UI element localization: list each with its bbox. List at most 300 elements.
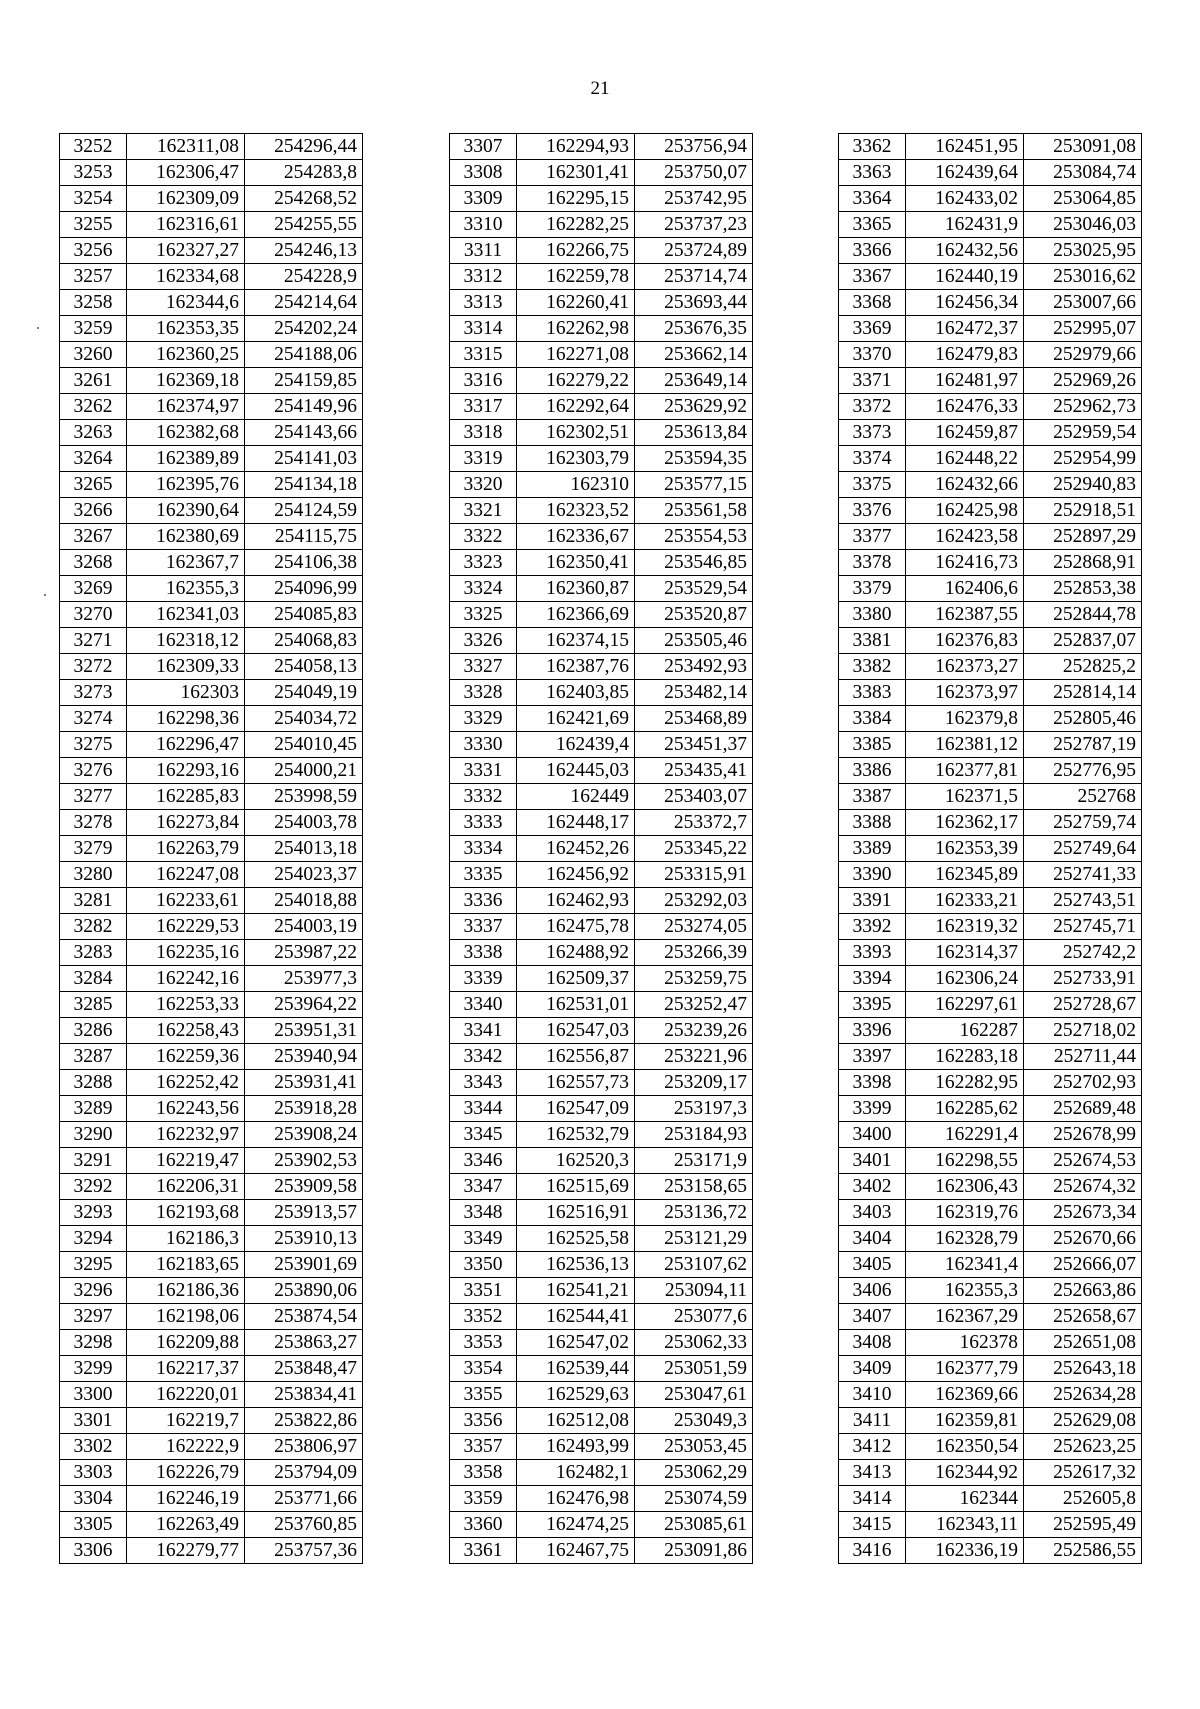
y-coordinate-cell: 252844,78 [1024, 602, 1142, 628]
y-coordinate-cell: 252678,99 [1024, 1122, 1142, 1148]
y-coordinate-cell: 252853,38 [1024, 576, 1142, 602]
table-row [839, 1486, 1142, 1512]
table-row [60, 1278, 363, 1304]
y-coordinate-cell: 254115,75 [245, 524, 363, 550]
table-row [450, 368, 753, 394]
x-coordinate-cell: 162303 [127, 680, 245, 706]
point-number-cell: 3333 [450, 810, 517, 836]
point-number-cell: 3374 [839, 446, 906, 472]
y-coordinate-cell: 253863,27 [245, 1330, 363, 1356]
table-row [60, 1356, 363, 1382]
x-coordinate-cell: 162425,98 [906, 498, 1024, 524]
x-coordinate-cell: 162283,18 [906, 1044, 1024, 1070]
x-coordinate-cell: 162509,37 [517, 966, 635, 992]
x-coordinate-cell: 162252,42 [127, 1070, 245, 1096]
table-row [839, 1096, 1142, 1122]
table-row [450, 1044, 753, 1070]
point-number-cell: 3322 [450, 524, 517, 550]
table-row [60, 732, 363, 758]
y-coordinate-cell: 252670,66 [1024, 1226, 1142, 1252]
point-number-cell: 3407 [839, 1304, 906, 1330]
y-coordinate-cell: 252658,67 [1024, 1304, 1142, 1330]
table-row [450, 420, 753, 446]
x-coordinate-cell: 162258,43 [127, 1018, 245, 1044]
table-row [450, 1096, 753, 1122]
table-row [450, 966, 753, 992]
table-row [60, 1330, 363, 1356]
x-coordinate-cell: 162433,02 [906, 186, 1024, 212]
table-row [450, 472, 753, 498]
point-number-cell: 3256 [60, 238, 127, 264]
point-number-cell: 3318 [450, 420, 517, 446]
x-coordinate-cell: 162285,83 [127, 784, 245, 810]
point-number-cell: 3354 [450, 1356, 517, 1382]
table-row [60, 966, 363, 992]
point-number-cell: 3272 [60, 654, 127, 680]
table-row [450, 992, 753, 1018]
y-coordinate-cell: 252674,53 [1024, 1148, 1142, 1174]
x-coordinate-cell: 162235,16 [127, 940, 245, 966]
point-number-cell: 3278 [60, 810, 127, 836]
y-coordinate-cell: 253197,3 [635, 1096, 753, 1122]
table-row [839, 1538, 1142, 1564]
table-row [60, 758, 363, 784]
y-coordinate-cell: 253016,62 [1024, 264, 1142, 290]
x-coordinate-cell: 162296,47 [127, 732, 245, 758]
table-row [839, 524, 1142, 550]
point-number-cell: 3281 [60, 888, 127, 914]
y-coordinate-cell: 254003,78 [245, 810, 363, 836]
point-number-cell: 3356 [450, 1408, 517, 1434]
x-coordinate-cell: 162183,65 [127, 1252, 245, 1278]
table-row [60, 264, 363, 290]
y-coordinate-cell: 254106,38 [245, 550, 363, 576]
x-coordinate-cell: 162531,01 [517, 992, 635, 1018]
x-coordinate-cell: 162232,97 [127, 1122, 245, 1148]
table-row [450, 186, 753, 212]
point-number-cell: 3379 [839, 576, 906, 602]
point-number-cell: 3336 [450, 888, 517, 914]
x-coordinate-cell: 162451,95 [906, 134, 1024, 160]
x-coordinate-cell: 162295,15 [517, 186, 635, 212]
point-number-cell: 3315 [450, 342, 517, 368]
table-row [839, 420, 1142, 446]
x-coordinate-cell: 162309,09 [127, 186, 245, 212]
x-coordinate-cell: 162369,66 [906, 1382, 1024, 1408]
point-number-cell: 3311 [450, 238, 517, 264]
x-coordinate-cell: 162547,02 [517, 1330, 635, 1356]
x-coordinate-cell: 162439,64 [906, 160, 1024, 186]
x-coordinate-cell: 162341,4 [906, 1252, 1024, 1278]
y-coordinate-cell: 253998,59 [245, 784, 363, 810]
table-row [450, 758, 753, 784]
y-coordinate-cell: 253902,53 [245, 1148, 363, 1174]
table-row [450, 160, 753, 186]
point-number-cell: 3258 [60, 290, 127, 316]
y-coordinate-cell: 254283,8 [245, 160, 363, 186]
y-coordinate-cell: 252995,07 [1024, 316, 1142, 342]
table-row [60, 888, 363, 914]
x-coordinate-cell: 162456,92 [517, 862, 635, 888]
table-row [450, 706, 753, 732]
y-coordinate-cell: 253184,93 [635, 1122, 753, 1148]
y-coordinate-cell: 253266,39 [635, 940, 753, 966]
point-number-cell: 3367 [839, 264, 906, 290]
point-number-cell: 3296 [60, 1278, 127, 1304]
x-coordinate-cell: 162532,79 [517, 1122, 635, 1148]
x-coordinate-cell: 162246,19 [127, 1486, 245, 1512]
y-coordinate-cell: 253874,54 [245, 1304, 363, 1330]
y-coordinate-cell: 252768 [1024, 784, 1142, 810]
table-row [60, 420, 363, 446]
table-row [450, 1148, 753, 1174]
y-coordinate-cell: 253505,46 [635, 628, 753, 654]
point-number-cell: 3362 [839, 134, 906, 160]
x-coordinate-cell: 162263,49 [127, 1512, 245, 1538]
y-coordinate-cell: 253451,37 [635, 732, 753, 758]
x-coordinate-cell: 162380,69 [127, 524, 245, 550]
x-coordinate-cell: 162476,98 [517, 1486, 635, 1512]
x-coordinate-cell: 162334,68 [127, 264, 245, 290]
table-row [60, 212, 363, 238]
x-coordinate-cell: 162556,87 [517, 1044, 635, 1070]
table-row [450, 810, 753, 836]
point-number-cell: 3345 [450, 1122, 517, 1148]
x-coordinate-cell: 162206,31 [127, 1174, 245, 1200]
table-row [839, 732, 1142, 758]
x-coordinate-cell: 162294,93 [517, 134, 635, 160]
x-coordinate-cell: 162479,83 [906, 342, 1024, 368]
x-coordinate-cell: 162488,92 [517, 940, 635, 966]
y-coordinate-cell: 253918,28 [245, 1096, 363, 1122]
table-row [60, 654, 363, 680]
table-row [450, 1538, 753, 1564]
x-coordinate-cell: 162449 [517, 784, 635, 810]
x-coordinate-cell: 162298,36 [127, 706, 245, 732]
y-coordinate-cell: 254068,83 [245, 628, 363, 654]
table-row [60, 1382, 363, 1408]
table-row [450, 238, 753, 264]
y-coordinate-cell: 253750,07 [635, 160, 753, 186]
table-row [839, 1278, 1142, 1304]
point-number-cell: 3304 [60, 1486, 127, 1512]
table-row [60, 1200, 363, 1226]
table-row [450, 1200, 753, 1226]
y-coordinate-cell: 252743,51 [1024, 888, 1142, 914]
x-coordinate-cell: 162328,79 [906, 1226, 1024, 1252]
point-number-cell: 3340 [450, 992, 517, 1018]
table-row [450, 576, 753, 602]
point-number-cell: 3324 [450, 576, 517, 602]
x-coordinate-cell: 162373,97 [906, 680, 1024, 706]
table-row [839, 498, 1142, 524]
point-number-cell: 3329 [450, 706, 517, 732]
x-coordinate-cell: 162448,17 [517, 810, 635, 836]
point-number-cell: 3337 [450, 914, 517, 940]
x-coordinate-cell: 162259,78 [517, 264, 635, 290]
x-coordinate-cell: 162474,25 [517, 1512, 635, 1538]
y-coordinate-cell: 253594,35 [635, 446, 753, 472]
table-row [839, 1382, 1142, 1408]
y-coordinate-cell: 253468,89 [635, 706, 753, 732]
point-number-cell: 3263 [60, 420, 127, 446]
table-row [839, 862, 1142, 888]
point-number-cell: 3265 [60, 472, 127, 498]
table-row [60, 576, 363, 602]
point-number-cell: 3267 [60, 524, 127, 550]
page-number: 21 [590, 78, 610, 99]
y-coordinate-cell: 252728,67 [1024, 992, 1142, 1018]
point-number-cell: 3406 [839, 1278, 906, 1304]
x-coordinate-cell: 162416,73 [906, 550, 1024, 576]
x-coordinate-cell: 162432,56 [906, 238, 1024, 264]
table-row [60, 628, 363, 654]
point-number-cell: 3396 [839, 1018, 906, 1044]
y-coordinate-cell: 253806,97 [245, 1434, 363, 1460]
y-coordinate-cell: 254049,19 [245, 680, 363, 706]
x-coordinate-cell: 162303,79 [517, 446, 635, 472]
y-coordinate-cell: 253084,74 [1024, 160, 1142, 186]
y-coordinate-cell: 252805,46 [1024, 706, 1142, 732]
point-number-cell: 3306 [60, 1538, 127, 1564]
y-coordinate-cell: 253910,13 [245, 1226, 363, 1252]
point-number-cell: 3352 [450, 1304, 517, 1330]
point-number-cell: 3273 [60, 680, 127, 706]
point-number-cell: 3321 [450, 498, 517, 524]
point-number-cell: 3310 [450, 212, 517, 238]
table-row [839, 992, 1142, 1018]
table-row [60, 1538, 363, 1564]
y-coordinate-cell: 253292,03 [635, 888, 753, 914]
point-number-cell: 3279 [60, 836, 127, 862]
x-coordinate-cell: 162355,3 [906, 1278, 1024, 1304]
point-number-cell: 3369 [839, 316, 906, 342]
table-row [839, 342, 1142, 368]
point-number-cell: 3295 [60, 1252, 127, 1278]
x-coordinate-cell: 162344,6 [127, 290, 245, 316]
x-coordinate-cell: 162439,4 [517, 732, 635, 758]
table-row [839, 1070, 1142, 1096]
point-number-cell: 3402 [839, 1174, 906, 1200]
x-coordinate-cell: 162297,61 [906, 992, 1024, 1018]
table-row [839, 1330, 1142, 1356]
point-number-cell: 3391 [839, 888, 906, 914]
x-coordinate-cell: 162327,27 [127, 238, 245, 264]
y-coordinate-cell: 254085,83 [245, 602, 363, 628]
y-coordinate-cell: 252651,08 [1024, 1330, 1142, 1356]
point-number-cell: 3385 [839, 732, 906, 758]
table-row [60, 836, 363, 862]
y-coordinate-cell: 254010,45 [245, 732, 363, 758]
point-number-cell: 3332 [450, 784, 517, 810]
x-coordinate-cell: 162406,6 [906, 576, 1024, 602]
y-coordinate-cell: 253259,75 [635, 966, 753, 992]
y-coordinate-cell: 253577,15 [635, 472, 753, 498]
x-coordinate-cell: 162301,41 [517, 160, 635, 186]
point-number-cell: 3290 [60, 1122, 127, 1148]
point-number-cell: 3365 [839, 212, 906, 238]
x-coordinate-cell: 162360,25 [127, 342, 245, 368]
x-coordinate-cell: 162445,03 [517, 758, 635, 784]
point-number-cell: 3399 [839, 1096, 906, 1122]
y-coordinate-cell: 254141,03 [245, 446, 363, 472]
table-row [60, 1044, 363, 1070]
y-coordinate-cell: 254255,55 [245, 212, 363, 238]
point-number-cell: 3309 [450, 186, 517, 212]
y-coordinate-cell: 253136,72 [635, 1200, 753, 1226]
y-coordinate-cell: 253046,03 [1024, 212, 1142, 238]
point-number-cell: 3343 [450, 1070, 517, 1096]
point-number-cell: 3401 [839, 1148, 906, 1174]
coordinates-table-3 [838, 133, 1142, 1564]
table-row [450, 1486, 753, 1512]
point-number-cell: 3389 [839, 836, 906, 862]
y-coordinate-cell: 253435,41 [635, 758, 753, 784]
point-number-cell: 3262 [60, 394, 127, 420]
x-coordinate-cell: 162472,37 [906, 316, 1024, 342]
x-coordinate-cell: 162247,08 [127, 862, 245, 888]
table-row [839, 888, 1142, 914]
y-coordinate-cell: 253209,17 [635, 1070, 753, 1096]
y-coordinate-cell: 254000,21 [245, 758, 363, 784]
x-coordinate-cell: 162539,44 [517, 1356, 635, 1382]
point-number-cell: 3326 [450, 628, 517, 654]
y-coordinate-cell: 253482,14 [635, 680, 753, 706]
point-number-cell: 3277 [60, 784, 127, 810]
point-number-cell: 3350 [450, 1252, 517, 1278]
x-coordinate-cell: 162343,11 [906, 1512, 1024, 1538]
y-coordinate-cell: 253822,86 [245, 1408, 363, 1434]
table-row [839, 238, 1142, 264]
table-row [450, 1434, 753, 1460]
table-row [450, 316, 753, 342]
x-coordinate-cell: 162376,83 [906, 628, 1024, 654]
x-coordinate-cell: 162547,09 [517, 1096, 635, 1122]
x-coordinate-cell: 162512,08 [517, 1408, 635, 1434]
x-coordinate-cell: 162222,9 [127, 1434, 245, 1460]
y-coordinate-cell: 254034,72 [245, 706, 363, 732]
table-row [450, 446, 753, 472]
point-number-cell: 3398 [839, 1070, 906, 1096]
table-row [60, 446, 363, 472]
point-number-cell: 3349 [450, 1226, 517, 1252]
point-number-cell: 3358 [450, 1460, 517, 1486]
y-coordinate-cell: 253171,9 [635, 1148, 753, 1174]
y-coordinate-cell: 254134,18 [245, 472, 363, 498]
table-row [450, 940, 753, 966]
point-number-cell: 3360 [450, 1512, 517, 1538]
point-number-cell: 3305 [60, 1512, 127, 1538]
x-coordinate-cell: 162293,16 [127, 758, 245, 784]
table-row [839, 160, 1142, 186]
y-coordinate-cell: 252962,73 [1024, 394, 1142, 420]
table-row [60, 1512, 363, 1538]
point-number-cell: 3275 [60, 732, 127, 758]
x-coordinate-cell: 162186,3 [127, 1226, 245, 1252]
point-number-cell: 3368 [839, 290, 906, 316]
point-number-cell: 3415 [839, 1512, 906, 1538]
y-coordinate-cell: 253529,54 [635, 576, 753, 602]
y-coordinate-cell: 252718,02 [1024, 1018, 1142, 1044]
table-row [60, 316, 363, 342]
point-number-cell: 3373 [839, 420, 906, 446]
table-row [60, 706, 363, 732]
point-number-cell: 3378 [839, 550, 906, 576]
x-coordinate-cell: 162459,87 [906, 420, 1024, 446]
y-coordinate-cell: 252586,55 [1024, 1538, 1142, 1564]
x-coordinate-cell: 162316,61 [127, 212, 245, 238]
y-coordinate-cell: 252741,33 [1024, 862, 1142, 888]
y-coordinate-cell: 253345,22 [635, 836, 753, 862]
table-row [450, 1122, 753, 1148]
y-coordinate-cell: 253931,41 [245, 1070, 363, 1096]
x-coordinate-cell: 162262,98 [517, 316, 635, 342]
point-number-cell: 3361 [450, 1538, 517, 1564]
x-coordinate-cell: 162448,22 [906, 446, 1024, 472]
x-coordinate-cell: 162421,69 [517, 706, 635, 732]
y-coordinate-cell: 253372,7 [635, 810, 753, 836]
x-coordinate-cell: 162319,76 [906, 1200, 1024, 1226]
x-coordinate-cell: 162253,33 [127, 992, 245, 1018]
point-number-cell: 3325 [450, 602, 517, 628]
y-coordinate-cell: 252595,49 [1024, 1512, 1142, 1538]
x-coordinate-cell: 162341,03 [127, 602, 245, 628]
table-row [450, 1356, 753, 1382]
point-number-cell: 3308 [450, 160, 517, 186]
table-row [60, 1174, 363, 1200]
y-coordinate-cell: 253053,45 [635, 1434, 753, 1460]
y-coordinate-cell: 252733,91 [1024, 966, 1142, 992]
y-coordinate-cell: 254023,37 [245, 862, 363, 888]
point-number-cell: 3297 [60, 1304, 127, 1330]
x-coordinate-cell: 162544,41 [517, 1304, 635, 1330]
y-coordinate-cell: 252666,07 [1024, 1252, 1142, 1278]
x-coordinate-cell: 162344 [906, 1486, 1024, 1512]
y-coordinate-cell: 252629,08 [1024, 1408, 1142, 1434]
x-coordinate-cell: 162302,51 [517, 420, 635, 446]
point-number-cell: 3395 [839, 992, 906, 1018]
point-number-cell: 3363 [839, 160, 906, 186]
point-number-cell: 3353 [450, 1330, 517, 1356]
point-number-cell: 3377 [839, 524, 906, 550]
table-row [839, 394, 1142, 420]
x-coordinate-cell: 162198,06 [127, 1304, 245, 1330]
y-coordinate-cell: 252787,19 [1024, 732, 1142, 758]
point-number-cell: 3386 [839, 758, 906, 784]
point-number-cell: 3416 [839, 1538, 906, 1564]
x-coordinate-cell: 162285,62 [906, 1096, 1024, 1122]
table-row [60, 290, 363, 316]
point-number-cell: 3280 [60, 862, 127, 888]
x-coordinate-cell: 162360,87 [517, 576, 635, 602]
point-number-cell: 3259 [60, 316, 127, 342]
x-coordinate-cell: 162336,19 [906, 1538, 1024, 1564]
y-coordinate-cell: 252759,74 [1024, 810, 1142, 836]
y-coordinate-cell: 254058,13 [245, 654, 363, 680]
x-coordinate-cell: 162243,56 [127, 1096, 245, 1122]
table-row [60, 1018, 363, 1044]
table-row [60, 134, 363, 160]
y-coordinate-cell: 252825,2 [1024, 654, 1142, 680]
y-coordinate-cell: 252634,28 [1024, 1382, 1142, 1408]
x-coordinate-cell: 162350,54 [906, 1434, 1024, 1460]
table-row [839, 316, 1142, 342]
table-row [60, 1434, 363, 1460]
table-row [450, 732, 753, 758]
x-coordinate-cell: 162359,81 [906, 1408, 1024, 1434]
table-row [839, 1434, 1142, 1460]
table-row [839, 1174, 1142, 1200]
